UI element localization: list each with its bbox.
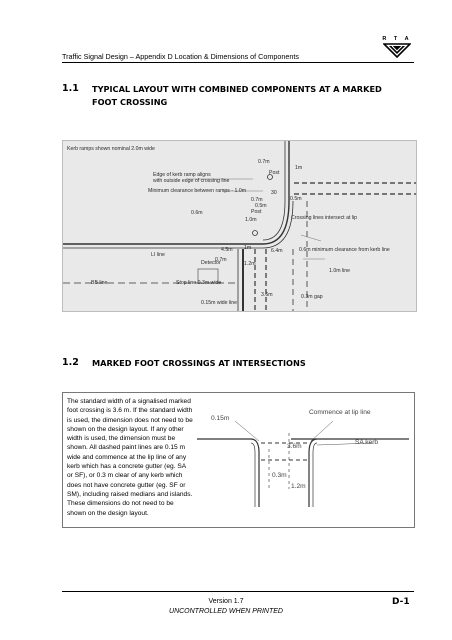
- dim-07m-low: 0.7m: [215, 257, 227, 263]
- edge-kerb-label-2: with outside edge of crossing line: [153, 178, 230, 184]
- stop-line-label: Stop line 0.3m wide: [176, 280, 222, 286]
- dim-07m-top: 0.7m: [258, 159, 270, 165]
- dim-1m-left: 1m: [244, 245, 252, 251]
- bb-line-label: BB line: [91, 280, 108, 286]
- dim-1m-top: 1m: [295, 165, 303, 171]
- page-header-title: Traffic Signal Design – Appendix D Location & Dimensions of Components: [62, 52, 299, 61]
- marked-crossing-paragraph: The standard width of a signalised marked foot crossing is 3.6 m. If the standard width is used, the dimension does not need to be shown on the design layout. If any other width is used, the dimension must be shown. All dashed paint lines are 0.15 m wide and commence at the lip line of any kerb which has a concrete gutter (eg. SA or SF), or 0.3 m clear of any kerb which does not have concrete gutter (eg. SF or SM), including raised medians and islands. These dimensions do not need to be shown on the design layout.: [67, 398, 193, 517]
- dim-015m-label: 0.15m: [211, 415, 230, 422]
- section-1-number: 1.1: [62, 83, 79, 94]
- dim-12m: 1.2m: [244, 261, 256, 267]
- typical-layout-drawing: [63, 141, 416, 311]
- footer-uncontrolled: UNCONTROLLED WHEN PRINTED: [169, 608, 283, 615]
- wide-line-label: 0.15m wide line: [201, 300, 238, 306]
- commence-lip-label: Commence at lip line: [309, 409, 371, 416]
- sa-kerb-label: SA kerb: [355, 439, 379, 446]
- post-top-label: Post: [269, 170, 280, 176]
- edge-kerb-label: Edge of kerb ramp aligns: [153, 172, 211, 178]
- rta-logo: [380, 36, 414, 60]
- min-clearance-label: Minimum clearance between ramps - 1.0m: [148, 188, 247, 194]
- marked-crossing-box: [62, 392, 415, 528]
- rta-logo-letters: R T A: [382, 36, 412, 42]
- dim-64m: 6.4m: [271, 248, 283, 254]
- dim-05m-right: 0.5m: [290, 196, 302, 202]
- header-rule: [62, 62, 414, 63]
- detector-label: Detector: [201, 260, 221, 266]
- gap-03m-label: 0.3m gap: [301, 294, 323, 300]
- dim-06m: 0.6m: [191, 210, 203, 216]
- typical-layout-figure: [62, 140, 417, 312]
- crossing-intersect-label: Crossing lines intersect at lip: [291, 215, 358, 221]
- dim-12m-label: 1.2m: [291, 483, 306, 490]
- dim-05m-mid: 0.5m: [255, 203, 267, 209]
- dim-36m: 3.6m: [261, 292, 273, 298]
- li-line-label: LI line: [151, 252, 165, 258]
- clearance-label: 0.6m minimum clearance from kerb line: [299, 247, 390, 253]
- dim-03m-label: 0.3m: [272, 472, 287, 479]
- kerb-ramp-note: Kerb ramps shown nominal 2.0m wide: [67, 146, 155, 152]
- footer-version: Version 1.7: [208, 598, 244, 605]
- post-mid-label: Post: [251, 209, 262, 215]
- line-10m-label: 1.0m line: [329, 268, 351, 274]
- dim-36m-label: 3.6m: [287, 443, 302, 450]
- section-2-title: MARKED FOOT CROSSINGS AT INTERSECTIONS: [92, 358, 306, 368]
- dim-10m: 1.0m: [245, 217, 257, 223]
- dim-45m: 4.5m: [221, 247, 233, 253]
- page-number: D-1: [392, 597, 410, 607]
- section-2-number: 1.2: [62, 357, 79, 368]
- section-1-title: TYPICAL LAYOUT WITH COMBINED COMPONENTS AT A MARKED FOOT CROSSING: [92, 84, 382, 107]
- rta-logo-triangle-icon: [383, 43, 411, 58]
- dim-07m-mid: 0.7m: [251, 197, 263, 203]
- footer-rule: [62, 591, 414, 592]
- dim-30: 30: [271, 190, 277, 196]
